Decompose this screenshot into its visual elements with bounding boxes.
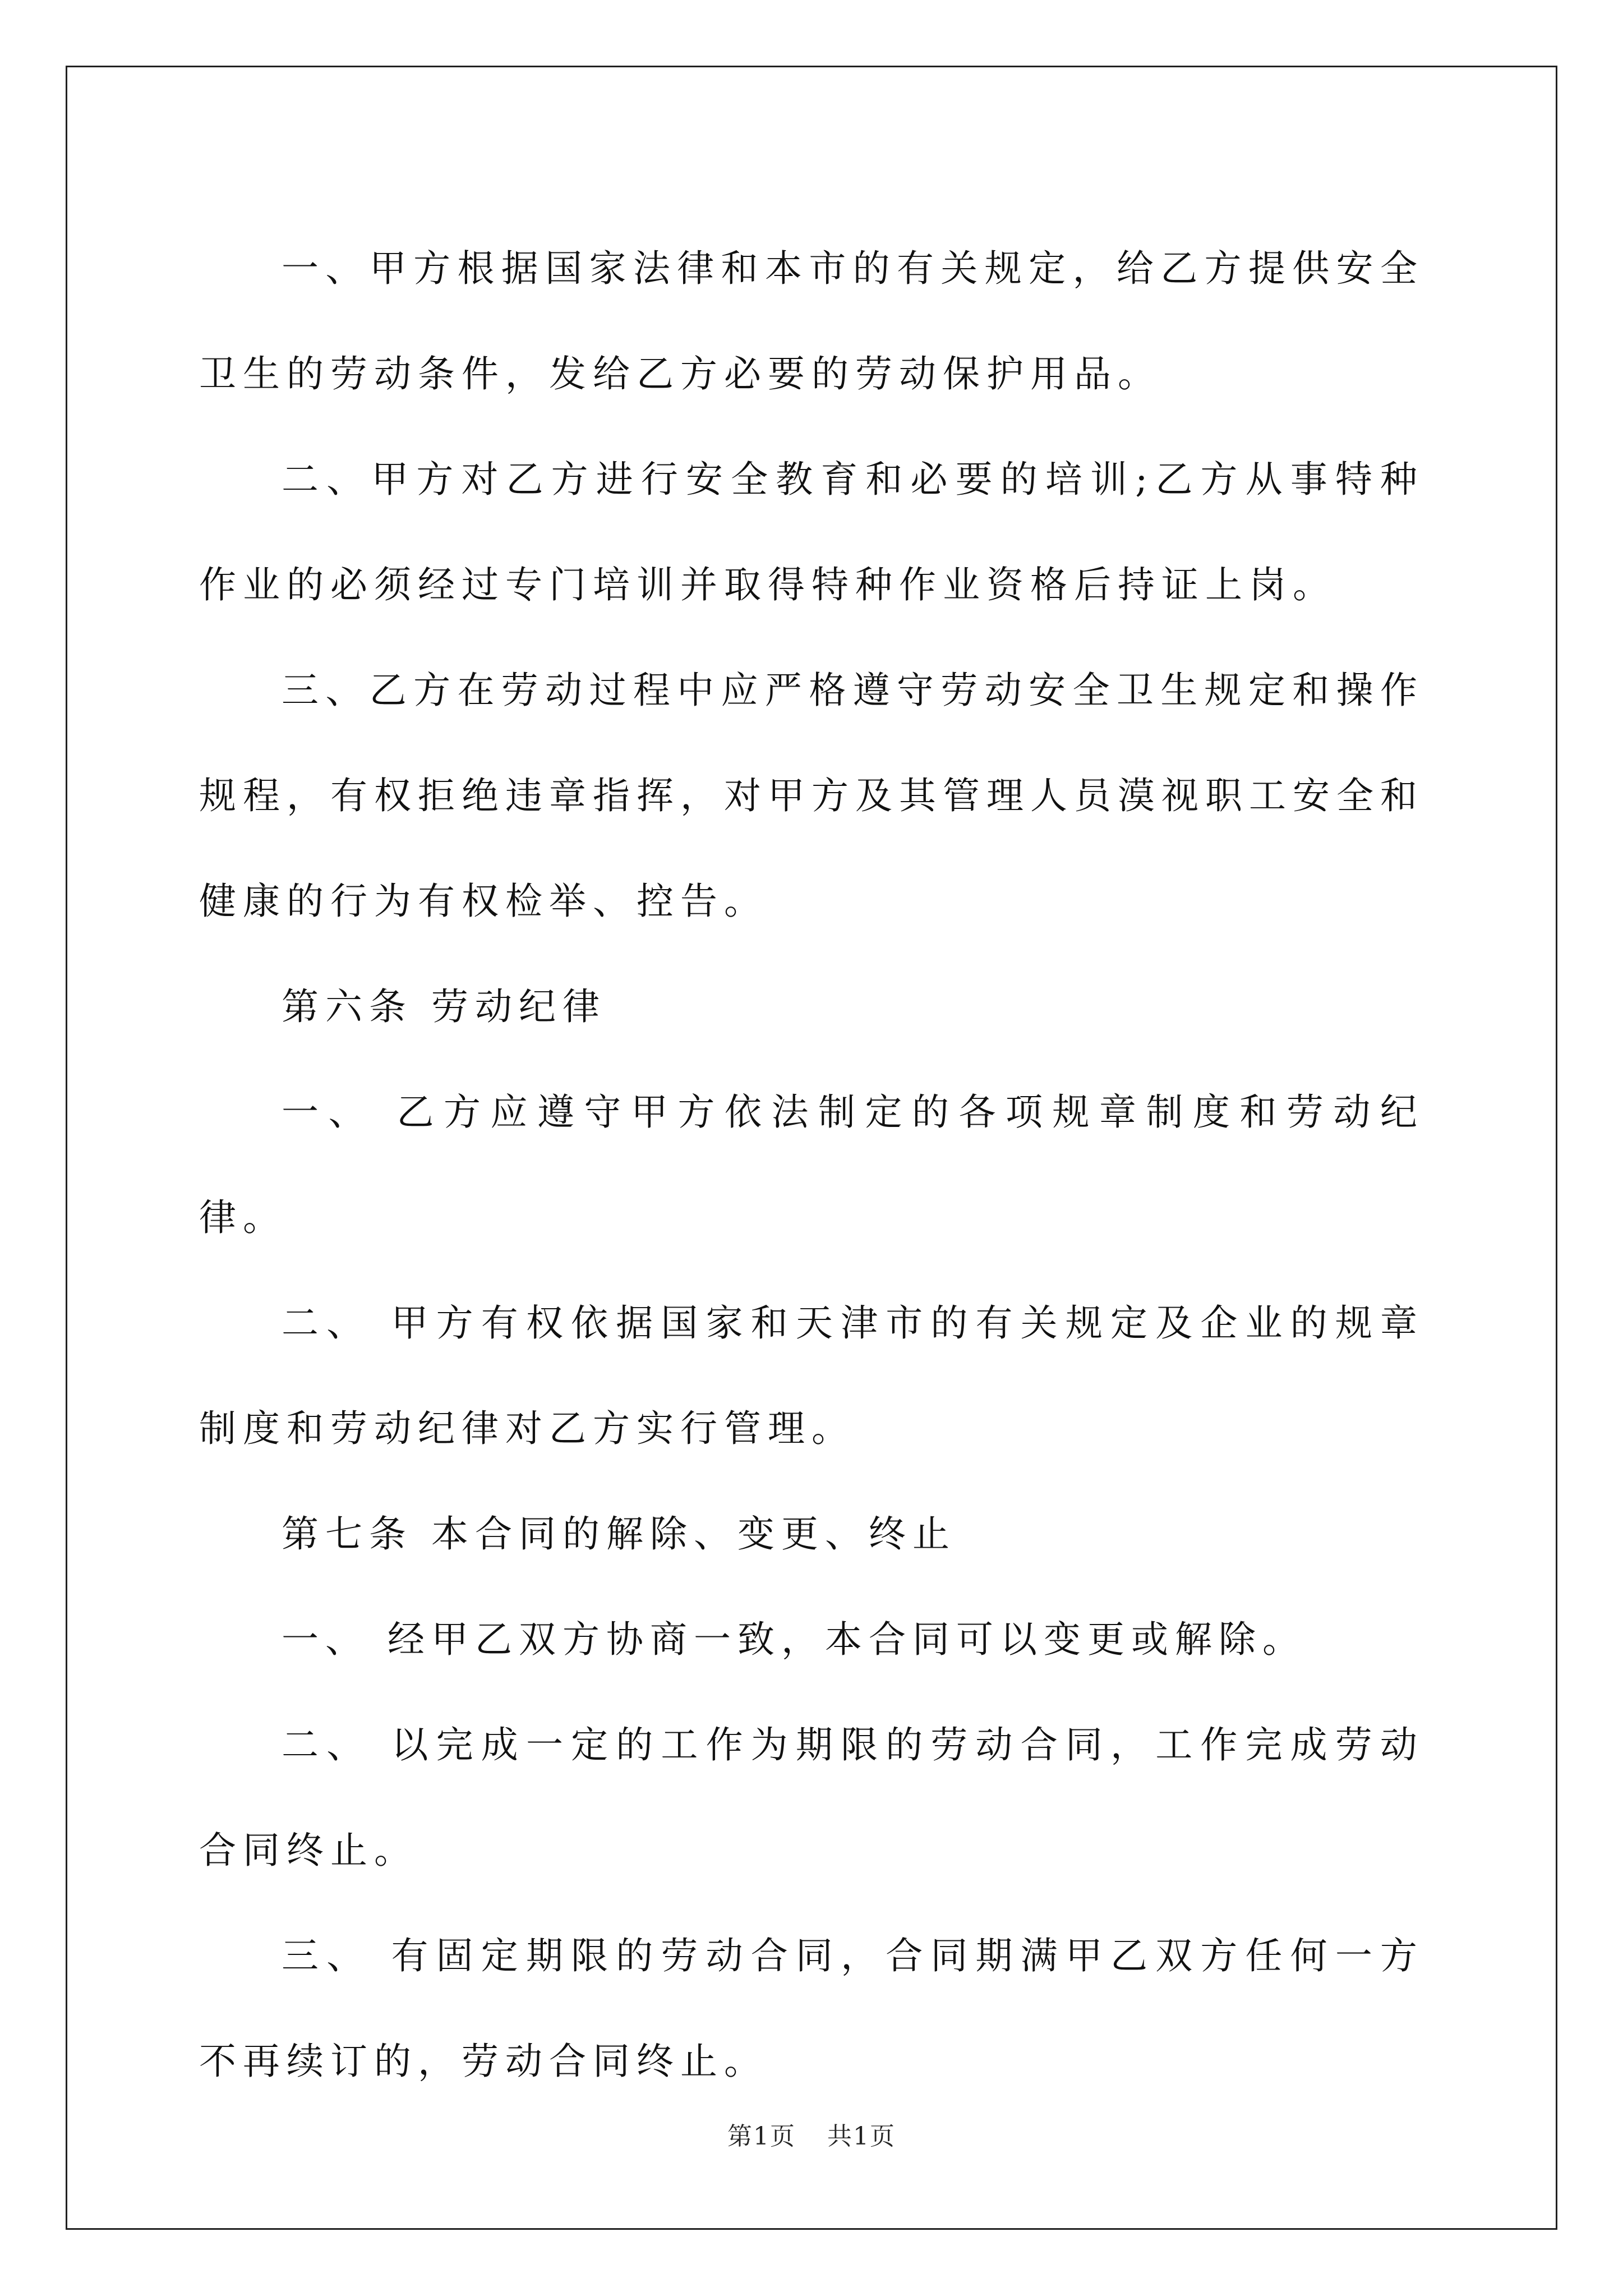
- paragraph-safety-conditions: 一、甲方根据国家法律和本市的有关规定，给乙方提供安全卫生的劳动条件，发给乙方必要的劳动保护用品。: [199, 247, 1424, 395]
- section-heading-article-6: 第六条 劳动纪律: [282, 985, 606, 1028]
- paragraph-safety-training: 二、甲方对乙方进行安全教育和必要的培训;乙方从事特种作业的必须经过专门培训并取得特种作业资格后持证上岗。: [199, 458, 1424, 606]
- section-heading-article-7: 第七条 本合同的解除、变更、终止: [282, 1512, 956, 1556]
- page-number-total: 共1页: [827, 2122, 896, 2151]
- paragraph-termination-3: 三、 有固定期限的劳动合同，合同期满甲乙双方任何一方不再续订的，劳动合同终止。: [199, 1934, 1424, 2083]
- page-number-current: 第1页: [727, 2122, 796, 2151]
- paragraph-safety-rules: 三、乙方在劳动过程中应严格遵守劳动安全卫生规定和操作规程，有权拒绝违章指挥，对甲方及其管理人员漠视职工安全和健康的行为有权检举、控告。: [199, 669, 1424, 923]
- paragraph-termination-1: 一、 经甲乙双方协商一致，本合同可以变更或解除。: [282, 1618, 1306, 1661]
- document-body: [199, 216, 1424, 2114]
- paragraph-discipline-2: 二、 甲方有权依据国家和天津市的有关规定及企业的规章制度和劳动纪律对乙方实行管理。: [199, 1301, 1424, 1450]
- paragraph-discipline-1: 一、 乙方应遵守甲方依法制定的各项规章制度和劳动纪律。: [199, 1091, 1424, 1239]
- paragraph-termination-2: 二、 以完成一定的工作为期限的劳动合同，工作完成劳动合同终止。: [199, 1723, 1424, 1872]
- page-footer: [0, 2116, 1623, 2152]
